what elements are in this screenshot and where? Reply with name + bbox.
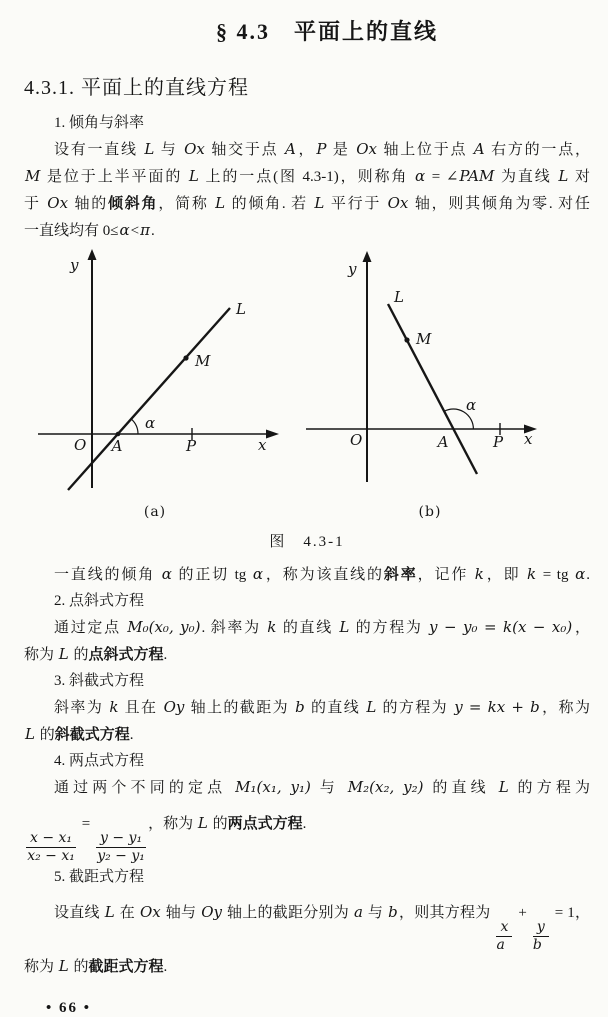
bold-term: 点斜式方程 bbox=[88, 647, 164, 663]
math-var: a bbox=[353, 903, 363, 921]
math-var: L bbox=[314, 194, 325, 212]
label-O: O bbox=[74, 436, 87, 454]
math-var: L bbox=[366, 698, 377, 716]
text-run: 轴与 bbox=[161, 905, 201, 921]
label-P: P bbox=[185, 437, 197, 455]
panel-b-label: (b) bbox=[418, 504, 442, 520]
math-var: α bbox=[575, 565, 586, 583]
text-run: = 1， bbox=[550, 905, 590, 921]
text-run: . bbox=[586, 567, 590, 583]
label-M: M bbox=[195, 352, 211, 370]
point-M bbox=[404, 337, 409, 342]
text-run: 设直线 bbox=[54, 905, 104, 921]
math-var: L bbox=[58, 645, 69, 663]
math-var: L bbox=[215, 194, 226, 212]
label-A: A bbox=[437, 433, 449, 451]
math-var: PAM bbox=[459, 167, 495, 185]
text-run: 通过定点 bbox=[54, 620, 127, 636]
heading-slope-intercept bbox=[24, 668, 590, 694]
text-run: 1. 倾角与斜率 bbox=[54, 115, 145, 131]
text-run: 上的一点(图 4.3-1)，则称角 bbox=[199, 169, 414, 185]
math-var: Ox bbox=[356, 140, 377, 158]
para-slope-intercept-2 bbox=[24, 721, 590, 748]
math-var: k bbox=[474, 565, 484, 583]
math-var: b bbox=[295, 698, 305, 716]
figure-panel-a bbox=[38, 248, 290, 522]
text-run: 且在 bbox=[119, 700, 163, 716]
text-run: . bbox=[150, 223, 155, 239]
para-slope-def bbox=[24, 561, 590, 588]
bold-term: 截距式方程 bbox=[88, 959, 164, 975]
text-run: ，则其方程为 bbox=[398, 905, 495, 921]
x-axis-arrow-icon bbox=[266, 430, 279, 439]
para-intercept-1 bbox=[24, 890, 590, 953]
math-var: Ox bbox=[139, 903, 161, 921]
text-run: 轴的 bbox=[69, 196, 109, 212]
text-run: . bbox=[163, 647, 168, 663]
text-run: 为直线 bbox=[495, 169, 558, 185]
text-run: 的 bbox=[208, 816, 228, 832]
heading-two-point bbox=[24, 748, 590, 774]
bold-term: 两点式方程 bbox=[227, 816, 303, 832]
math-var: α bbox=[414, 167, 426, 185]
math-var: M₀(x₀, y₀) bbox=[127, 618, 201, 636]
math-var: L bbox=[197, 814, 208, 832]
text-run: ， bbox=[573, 620, 590, 636]
text-run: 是位于上半平面的 bbox=[41, 169, 188, 185]
text-run: 4. 两点式方程 bbox=[54, 753, 145, 769]
text-run: ，记作 bbox=[417, 567, 474, 583]
label-x: x bbox=[258, 436, 267, 454]
text-run: 是 bbox=[327, 142, 356, 158]
text-run: 的 bbox=[69, 647, 89, 663]
math-var: y = kx + b bbox=[454, 698, 540, 716]
text-run: ，简称 bbox=[158, 196, 215, 212]
math-var: k bbox=[267, 618, 277, 636]
bold-term: 斜截式方程 bbox=[54, 727, 130, 743]
heading-incline-slope bbox=[24, 110, 590, 136]
math-var: M bbox=[25, 167, 41, 185]
math-var: b bbox=[388, 903, 398, 921]
angle-arc bbox=[131, 419, 138, 434]
text-run: 称为 bbox=[24, 959, 58, 975]
math-var: k bbox=[109, 698, 119, 716]
text-run: 于 bbox=[24, 196, 47, 212]
math-var: k bbox=[527, 565, 537, 583]
text-run: 一直线均有 0≤ bbox=[24, 223, 119, 239]
paragraphs-top bbox=[24, 110, 590, 244]
math-var: L bbox=[58, 957, 69, 975]
para-incline-3 bbox=[24, 190, 590, 217]
math-var: A bbox=[473, 140, 485, 158]
label-P: P bbox=[492, 433, 504, 451]
math-var: M₂(x₂, y₂) bbox=[347, 778, 424, 796]
figure-caption: 图 4.3-1 bbox=[269, 534, 345, 550]
label-L: L bbox=[236, 300, 246, 318]
text-run: 3. 斜截式方程 bbox=[54, 673, 145, 689]
label-y: y bbox=[348, 260, 357, 278]
text-run: ，称为 bbox=[540, 700, 590, 716]
panel-a-label: (a) bbox=[143, 504, 167, 520]
math-var: π bbox=[140, 221, 150, 239]
text-run: ， bbox=[296, 142, 316, 158]
text-run: 的方程为 bbox=[350, 620, 429, 636]
para-two-point-2 bbox=[24, 801, 590, 864]
text-run: 与 bbox=[311, 780, 347, 796]
paragraphs-bottom bbox=[24, 561, 590, 980]
text-run: 一直线的倾角 bbox=[54, 567, 161, 583]
text-run: 轴上的截距为 bbox=[185, 700, 295, 716]
point-M bbox=[183, 355, 188, 360]
text-run: 的直线 bbox=[424, 780, 498, 796]
label-M: M bbox=[416, 330, 432, 348]
point-A bbox=[116, 432, 121, 437]
label-alpha: α bbox=[145, 414, 156, 432]
text-run: ，称为该直线的 bbox=[264, 567, 384, 583]
text-run: 5. 截距式方程 bbox=[54, 869, 145, 885]
math-var: Ox bbox=[387, 194, 409, 212]
text-run: 设有一直线 bbox=[54, 142, 144, 158]
text-run: 的正切 tg bbox=[172, 567, 252, 583]
math-var: Ox bbox=[47, 194, 69, 212]
text-run: 的方程为 bbox=[509, 780, 590, 796]
text-run: . bbox=[302, 816, 307, 832]
math-var: A bbox=[284, 140, 296, 158]
fraction: $\frac{y}{b}$ bbox=[533, 920, 549, 953]
page-number: • 66 • bbox=[46, 1000, 92, 1016]
math-var: Oy bbox=[201, 903, 222, 921]
math-var: L bbox=[104, 903, 115, 921]
label-A: A bbox=[111, 437, 123, 455]
y-axis-arrow-icon bbox=[88, 249, 97, 260]
math-var: Ox bbox=[184, 140, 205, 158]
figure-4-3-1 bbox=[24, 248, 590, 524]
text-run: 轴上位于点 bbox=[377, 142, 473, 158]
math-var: y − y₀ = k(x − x₀) bbox=[429, 618, 573, 636]
label-y: y bbox=[70, 256, 79, 274]
fraction: $\frac{\text{y − y₁}}{\text{y₂ − y₁}}$ bbox=[97, 830, 145, 864]
fraction: $\frac{\text{x − x₁}}{\text{x₂ − x₁}}$ bbox=[27, 830, 75, 864]
label-O: O bbox=[350, 431, 363, 449]
text-run: 的直线 bbox=[277, 620, 339, 636]
line-L bbox=[388, 304, 477, 474]
text-run: 右方的一点， bbox=[485, 142, 590, 158]
text-run: ，称为 bbox=[148, 816, 197, 832]
text-run: 通过两个不同的定点 bbox=[54, 780, 235, 796]
para-incline-2 bbox=[24, 163, 590, 190]
text-run: 的 bbox=[69, 959, 89, 975]
text-run: = tg bbox=[537, 567, 575, 583]
para-incline-1 bbox=[24, 136, 590, 163]
label-L: L bbox=[394, 288, 404, 306]
math-var: L bbox=[498, 778, 509, 796]
text-run: + bbox=[514, 905, 531, 921]
math-var: Oy bbox=[163, 698, 185, 716]
heading-point-slope bbox=[24, 588, 590, 614]
text-run: < bbox=[130, 223, 140, 239]
para-intercept-2 bbox=[24, 953, 590, 980]
math-var: L bbox=[558, 167, 569, 185]
bold-term: 斜率 bbox=[383, 567, 418, 583]
para-two-point-1 bbox=[24, 774, 590, 801]
para-incline-4 bbox=[24, 217, 590, 244]
para-slope-intercept-1 bbox=[24, 694, 590, 721]
text-run: 对 bbox=[569, 169, 590, 185]
text-run: 轴上的截距分别为 bbox=[222, 905, 353, 921]
math-var: α bbox=[161, 565, 172, 583]
text-run: . bbox=[163, 959, 168, 975]
subsection-title: 4.3.1. 平面上的直线方程 bbox=[24, 77, 249, 99]
text-run: 称为 bbox=[24, 647, 58, 663]
text-run: . 斜率为 bbox=[201, 620, 267, 636]
text-run: 的倾角. 若 bbox=[226, 196, 314, 212]
text-run: = bbox=[78, 816, 95, 832]
figure-panel-b bbox=[298, 248, 544, 522]
para-point-slope-2 bbox=[24, 641, 590, 668]
heading-intercept bbox=[24, 864, 590, 890]
bold-term: 倾斜角 bbox=[108, 196, 159, 212]
section-title: § 4.3 平面上的直线 bbox=[215, 19, 438, 44]
math-var: L bbox=[25, 725, 35, 743]
math-var: α bbox=[252, 565, 264, 583]
math-var: L bbox=[339, 618, 350, 636]
text-run: 平行于 bbox=[325, 196, 387, 212]
para-point-slope-1 bbox=[24, 614, 590, 641]
math-var: L bbox=[188, 167, 199, 185]
math-var: L bbox=[144, 140, 155, 158]
math-var: α bbox=[119, 221, 130, 239]
text-run: ，即 bbox=[484, 567, 527, 583]
text-run: . bbox=[129, 727, 134, 743]
text-run: 与 bbox=[155, 142, 184, 158]
text-run: 的 bbox=[35, 727, 55, 743]
page bbox=[0, 15, 608, 1017]
fraction: $\frac{x}{a}$ bbox=[496, 920, 512, 953]
text-run: 在 bbox=[115, 905, 139, 921]
label-x: x bbox=[524, 430, 533, 448]
text-run: 2. 点斜式方程 bbox=[54, 593, 145, 609]
text-run: 轴，则其倾角为零. 对任 bbox=[409, 196, 590, 212]
label-alpha: α bbox=[466, 396, 477, 414]
math-var: M₁(x₁, y₁) bbox=[235, 778, 311, 796]
text-run: 斜率为 bbox=[54, 700, 109, 716]
math-var: P bbox=[316, 140, 327, 158]
text-run: 的方程为 bbox=[377, 700, 454, 716]
y-axis-arrow-icon bbox=[363, 251, 372, 262]
text-run: 与 bbox=[363, 905, 388, 921]
text-run: 轴交于点 bbox=[205, 142, 284, 158]
text-run: 的直线 bbox=[305, 700, 366, 716]
text-run: = ∠ bbox=[426, 169, 459, 185]
